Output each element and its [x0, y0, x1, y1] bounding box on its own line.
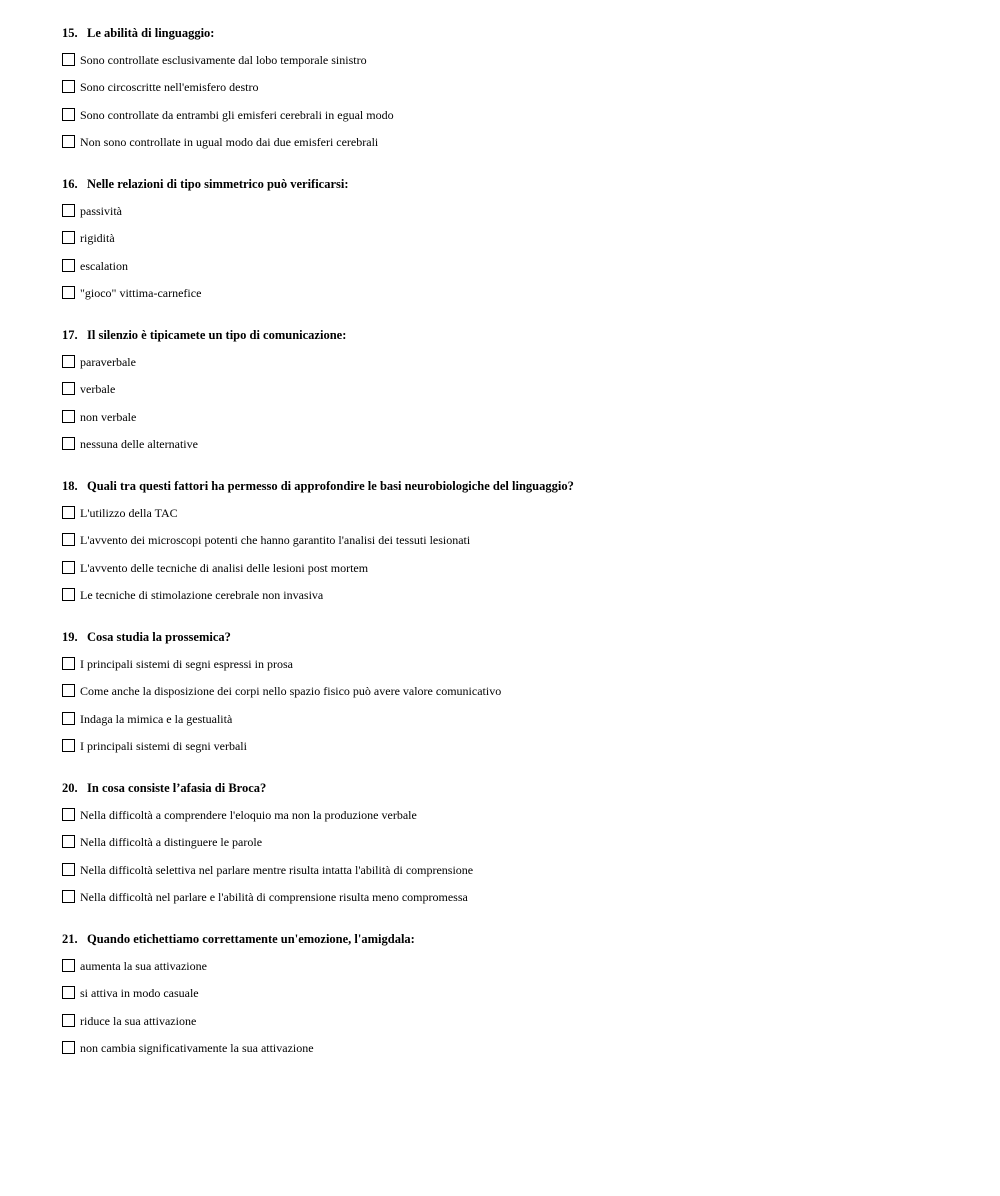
- question-15: [62, 25, 962, 151]
- question-title: [62, 25, 962, 41]
- checkbox[interactable]: [62, 835, 75, 848]
- checkbox[interactable]: [62, 808, 75, 821]
- question-title: [62, 176, 962, 192]
- option-label: Le tecniche di stimolazione cerebrale non invasiva: [80, 588, 324, 602]
- answer-option[interactable]: [62, 80, 962, 96]
- option-label: si attiva in modo casuale: [80, 986, 199, 1000]
- option-label: I principali sistemi di segni espressi in prosa: [80, 656, 293, 671]
- option-label: rigidità: [80, 231, 115, 245]
- checkbox[interactable]: [62, 410, 75, 423]
- option-label: escalation: [80, 258, 128, 273]
- checkbox[interactable]: [62, 657, 75, 670]
- answer-option[interactable]: [62, 286, 962, 302]
- checkbox[interactable]: [62, 204, 75, 217]
- question-21: [62, 931, 962, 1057]
- question-20: [62, 780, 962, 906]
- answer-option[interactable]: [62, 561, 962, 577]
- option-label: non verbale: [80, 409, 137, 424]
- question-text: Il silenzio è tipicamete un tipo di comunicazione:: [87, 328, 347, 342]
- checkbox[interactable]: [62, 506, 75, 519]
- answer-option[interactable]: [62, 533, 962, 549]
- answer-option[interactable]: [62, 657, 962, 673]
- option-label: L'utilizzo della TAC: [80, 505, 178, 520]
- question-text: Le abilità di linguaggio:: [87, 26, 215, 40]
- option-label: Nella difficoltà a comprendere l'eloquio ma non la produzione verbale: [80, 807, 417, 822]
- checkbox[interactable]: [62, 437, 75, 450]
- answer-option[interactable]: [62, 890, 962, 906]
- checkbox[interactable]: [62, 286, 75, 299]
- question-text: In cosa consiste l’afasia di Broca?: [87, 781, 267, 795]
- checkbox[interactable]: [62, 712, 75, 725]
- option-label: nessuna delle alternative: [80, 437, 198, 451]
- option-label: Nella difficoltà a distinguere le parole: [80, 835, 263, 849]
- question-number: 15.: [62, 26, 78, 40]
- answer-option[interactable]: [62, 986, 962, 1002]
- question-number: 21.: [62, 932, 78, 946]
- answer-option[interactable]: [62, 712, 962, 728]
- option-label: Non sono controllate in ugual modo dai due emisferi cerebrali: [80, 135, 379, 149]
- question-number: 17.: [62, 328, 78, 342]
- checkbox[interactable]: [62, 135, 75, 148]
- answer-option[interactable]: [62, 1041, 962, 1057]
- answer-option[interactable]: [62, 1014, 962, 1030]
- answer-option[interactable]: [62, 382, 962, 398]
- answer-option[interactable]: [62, 588, 962, 604]
- answer-option[interactable]: [62, 684, 962, 700]
- answer-option[interactable]: [62, 959, 962, 975]
- answer-option[interactable]: [62, 135, 962, 151]
- answer-option[interactable]: [62, 835, 962, 851]
- answer-option[interactable]: [62, 437, 962, 453]
- question-text: Nelle relazioni di tipo simmetrico può verificarsi:: [87, 177, 349, 191]
- checkbox[interactable]: [62, 1041, 75, 1054]
- question-16: [62, 176, 962, 302]
- checkbox[interactable]: [62, 80, 75, 93]
- answer-option[interactable]: [62, 204, 962, 220]
- answer-option[interactable]: [62, 506, 962, 522]
- answer-option[interactable]: [62, 231, 962, 247]
- question-text: Quando etichettiamo correttamente un'emozione, l'amigdala:: [87, 932, 415, 946]
- option-label: "gioco" vittima-carnefice: [80, 286, 202, 300]
- option-label: Sono controllate da entrambi gli emisferi cerebrali in egual modo: [80, 107, 394, 122]
- answer-option[interactable]: [62, 108, 962, 124]
- answer-option[interactable]: [62, 355, 962, 371]
- option-label: riduce la sua attivazione: [80, 1013, 197, 1028]
- question-19: [62, 629, 962, 755]
- option-label: I principali sistemi di segni verbali: [80, 739, 247, 753]
- checkbox[interactable]: [62, 382, 75, 395]
- checkbox[interactable]: [62, 533, 75, 546]
- answer-option[interactable]: [62, 259, 962, 275]
- answer-option[interactable]: [62, 808, 962, 824]
- option-label: Come anche la disposizione dei corpi nello spazio fisico può avere valore comunicativo: [80, 684, 502, 698]
- question-title: [62, 780, 962, 796]
- option-label: Indaga la mimica e la gestualità: [80, 711, 233, 726]
- checkbox[interactable]: [62, 739, 75, 752]
- question-title: [62, 327, 962, 343]
- checkbox[interactable]: [62, 959, 75, 972]
- checkbox[interactable]: [62, 355, 75, 368]
- checkbox[interactable]: [62, 108, 75, 121]
- checkbox[interactable]: [62, 231, 75, 244]
- question-number: 20.: [62, 781, 78, 795]
- answer-option[interactable]: [62, 863, 962, 879]
- option-label: L'avvento dei microscopi potenti che hanno garantito l'analisi dei tessuti lesionati: [80, 533, 471, 547]
- option-label: paraverbale: [80, 354, 136, 369]
- option-label: Nella difficoltà nel parlare e l'abilità di comprensione risulta meno compromessa: [80, 890, 468, 904]
- checkbox[interactable]: [62, 259, 75, 272]
- question-18: [62, 478, 962, 604]
- checkbox[interactable]: [62, 986, 75, 999]
- option-label: passività: [80, 203, 122, 218]
- option-label: Sono circoscritte nell'emisfero destro: [80, 80, 259, 94]
- answer-option[interactable]: [62, 410, 962, 426]
- option-label: Sono controllate esclusivamente dal lobo temporale sinistro: [80, 52, 367, 67]
- question-text: Quali tra questi fattori ha permesso di approfondire le basi neurobiologiche del linguaggio?: [87, 479, 574, 493]
- option-label: aumenta la sua attivazione: [80, 958, 207, 973]
- question-number: 16.: [62, 177, 78, 191]
- checkbox[interactable]: [62, 561, 75, 574]
- checkbox[interactable]: [62, 684, 75, 697]
- option-label: Nella difficoltà selettiva nel parlare mentre risulta intatta l'abilità di comprensione: [80, 862, 474, 877]
- option-label: verbale: [80, 382, 116, 396]
- checkbox[interactable]: [62, 1014, 75, 1027]
- checkbox[interactable]: [62, 53, 75, 66]
- option-label: L'avvento delle tecniche di analisi delle lesioni post mortem: [80, 560, 369, 575]
- answer-option[interactable]: [62, 53, 962, 69]
- checkbox[interactable]: [62, 890, 75, 903]
- checkbox[interactable]: [62, 863, 75, 876]
- question-title: [62, 931, 962, 947]
- question-number: 19.: [62, 630, 78, 644]
- checkbox[interactable]: [62, 588, 75, 601]
- question-17: [62, 327, 962, 453]
- answer-option[interactable]: [62, 739, 962, 755]
- question-text: Cosa studia la prossemica?: [87, 630, 231, 644]
- question-title: [62, 478, 962, 494]
- question-title: [62, 629, 962, 645]
- option-label: non cambia significativamente la sua attivazione: [80, 1041, 314, 1055]
- question-number: 18.: [62, 479, 78, 493]
